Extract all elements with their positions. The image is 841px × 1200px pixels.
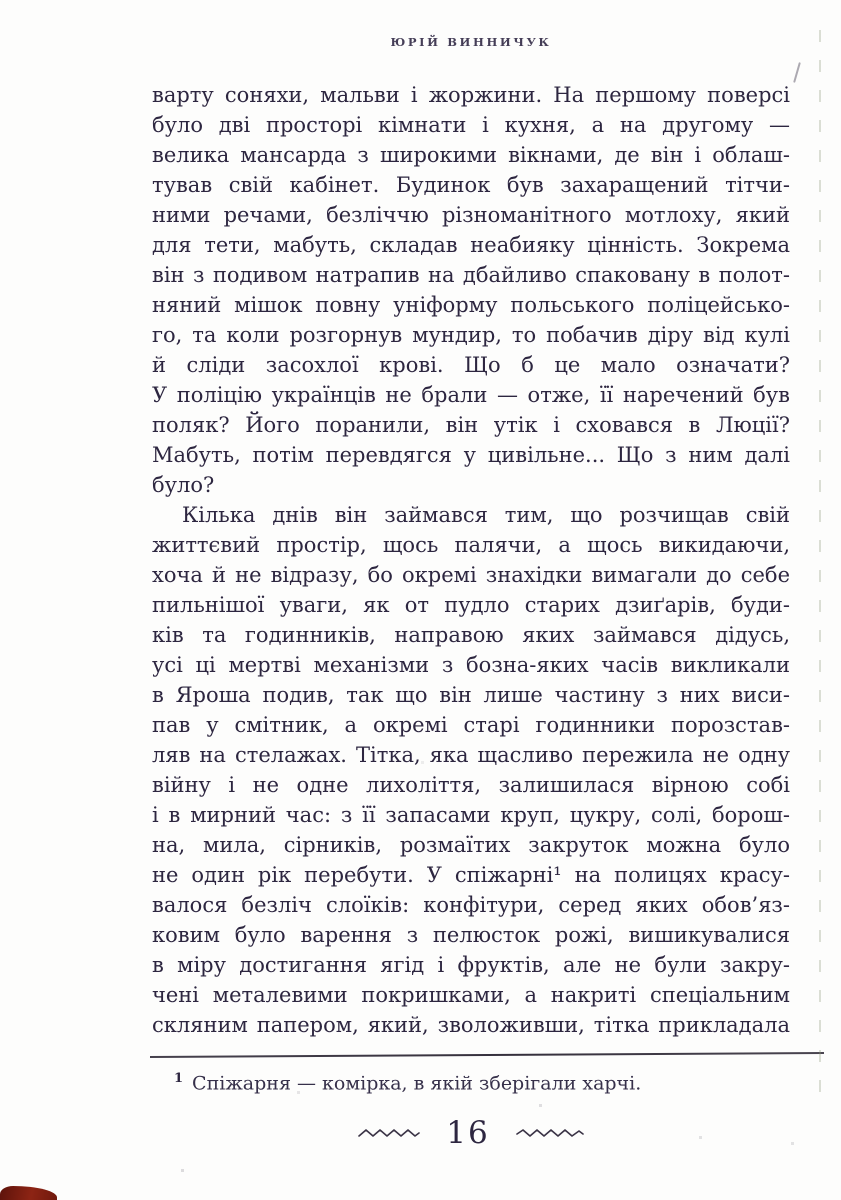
page-number: 16: [446, 1115, 490, 1151]
text-line: він з подивом натрапив на дбайливо спаковану в полот-: [152, 263, 790, 287]
text-line: валося безліч слоїків: конфітури, серед яких обов’яз-: [152, 893, 790, 917]
text-line: тував свій кабінет. Будинок був захаращений тітчи-: [152, 173, 790, 197]
text-line: ковим було варення з пелюсток рожі, вишикувалися: [152, 923, 790, 947]
text-line: ними речами, безліччю різноманітного мотлоху, який: [152, 203, 790, 227]
text-line: У поліцію українців не брали — отже, її наречений був: [152, 383, 790, 407]
zigzag-ornament-left: [358, 1126, 420, 1140]
footnote-separator: [150, 1052, 824, 1058]
page-footer: [152, 1110, 790, 1156]
text-line: в міру достигання ягід і фруктів, але не були закру-: [152, 953, 790, 977]
footnote-text: Спіжарня — комірка, в якій зберігали харчі.: [192, 1072, 642, 1095]
text-line: го, та коли розгорнув мундир, то побачив діру від кулі: [152, 323, 790, 347]
text-line: життєвий простір, щось палячи, а щось викидаючи,: [152, 533, 790, 557]
text-line: в Яроша подив, так що він лише частину з них виси-: [152, 683, 790, 707]
text-line: варту соняхи, мальви і жоржини. На першому поверсі: [152, 83, 790, 107]
text-line: Кілька днів він займався тим, що розчищав свій: [182, 503, 790, 527]
text-line: ків та годинників, направою яких займався дідусь,: [152, 623, 790, 647]
text-line: велика мансарда з широкими вікнами, де він і облаш-: [152, 143, 790, 167]
body-text: [152, 80, 790, 1044]
text-line: чені металевими покришками, а накриті спеціальним: [152, 983, 790, 1007]
text-line: було дві просторі кімнати і кухня, а на другому —: [152, 113, 790, 137]
zigzag-ornament-right: [516, 1126, 584, 1140]
footnote: [152, 1066, 790, 1096]
text-line: усі ці мертві механізми з бозна-яких часів викликали: [152, 653, 790, 677]
text-line: було?: [152, 473, 215, 497]
text-line: скляним папером, який, зволоживши, тітка прикладала: [152, 1013, 790, 1037]
text-line: няний мішок повну уніформу польського поліцейсько-: [152, 293, 790, 317]
text-line: й сліди засохлої крові. Що б це мало означати?: [152, 353, 790, 377]
text-line: не один рік перебути. У спіжарні¹ на полицях красу-: [152, 863, 790, 887]
text-line: пильнішої уваги, як от пудло старих дзиґарів, буди-: [152, 593, 790, 617]
text-line: ляв на стелажах. Тітка, яка щасливо пережила не одну: [152, 743, 790, 767]
scan-stray-mark: [793, 62, 801, 83]
text-line: пав у смітник, а окремі старі годинники порозстав-: [152, 713, 790, 737]
text-line: поляк? Його поранили, він утік і сховався в Люції?: [152, 413, 790, 437]
text-line: Мабуть, потім перевдягся у цивільне... Що з ним далі: [152, 443, 790, 467]
text-line: війну і не одне лихоліття, залишилася вірною собі: [152, 773, 790, 797]
scan-specks: [0, 0, 1, 1]
footnote-marker: 1: [174, 1071, 184, 1086]
running-header: ЮРІЙ ВИННИЧУК: [390, 35, 552, 49]
text-line: для тети, мабуть, складав неабияку цінність. Зокрема: [152, 233, 790, 257]
text-line: хоча й не відразу, бо окремі знахідки вимагали до себе: [152, 563, 790, 587]
scan-cover-corner: [0, 1186, 57, 1200]
text-line: на, мила, сірників, розмаїтих закруток можна було: [152, 833, 790, 857]
scan-page-edge: [819, 30, 821, 1105]
text-line: і в мирний час: з її запасами круп, цукру, солі, борош-: [152, 803, 790, 827]
